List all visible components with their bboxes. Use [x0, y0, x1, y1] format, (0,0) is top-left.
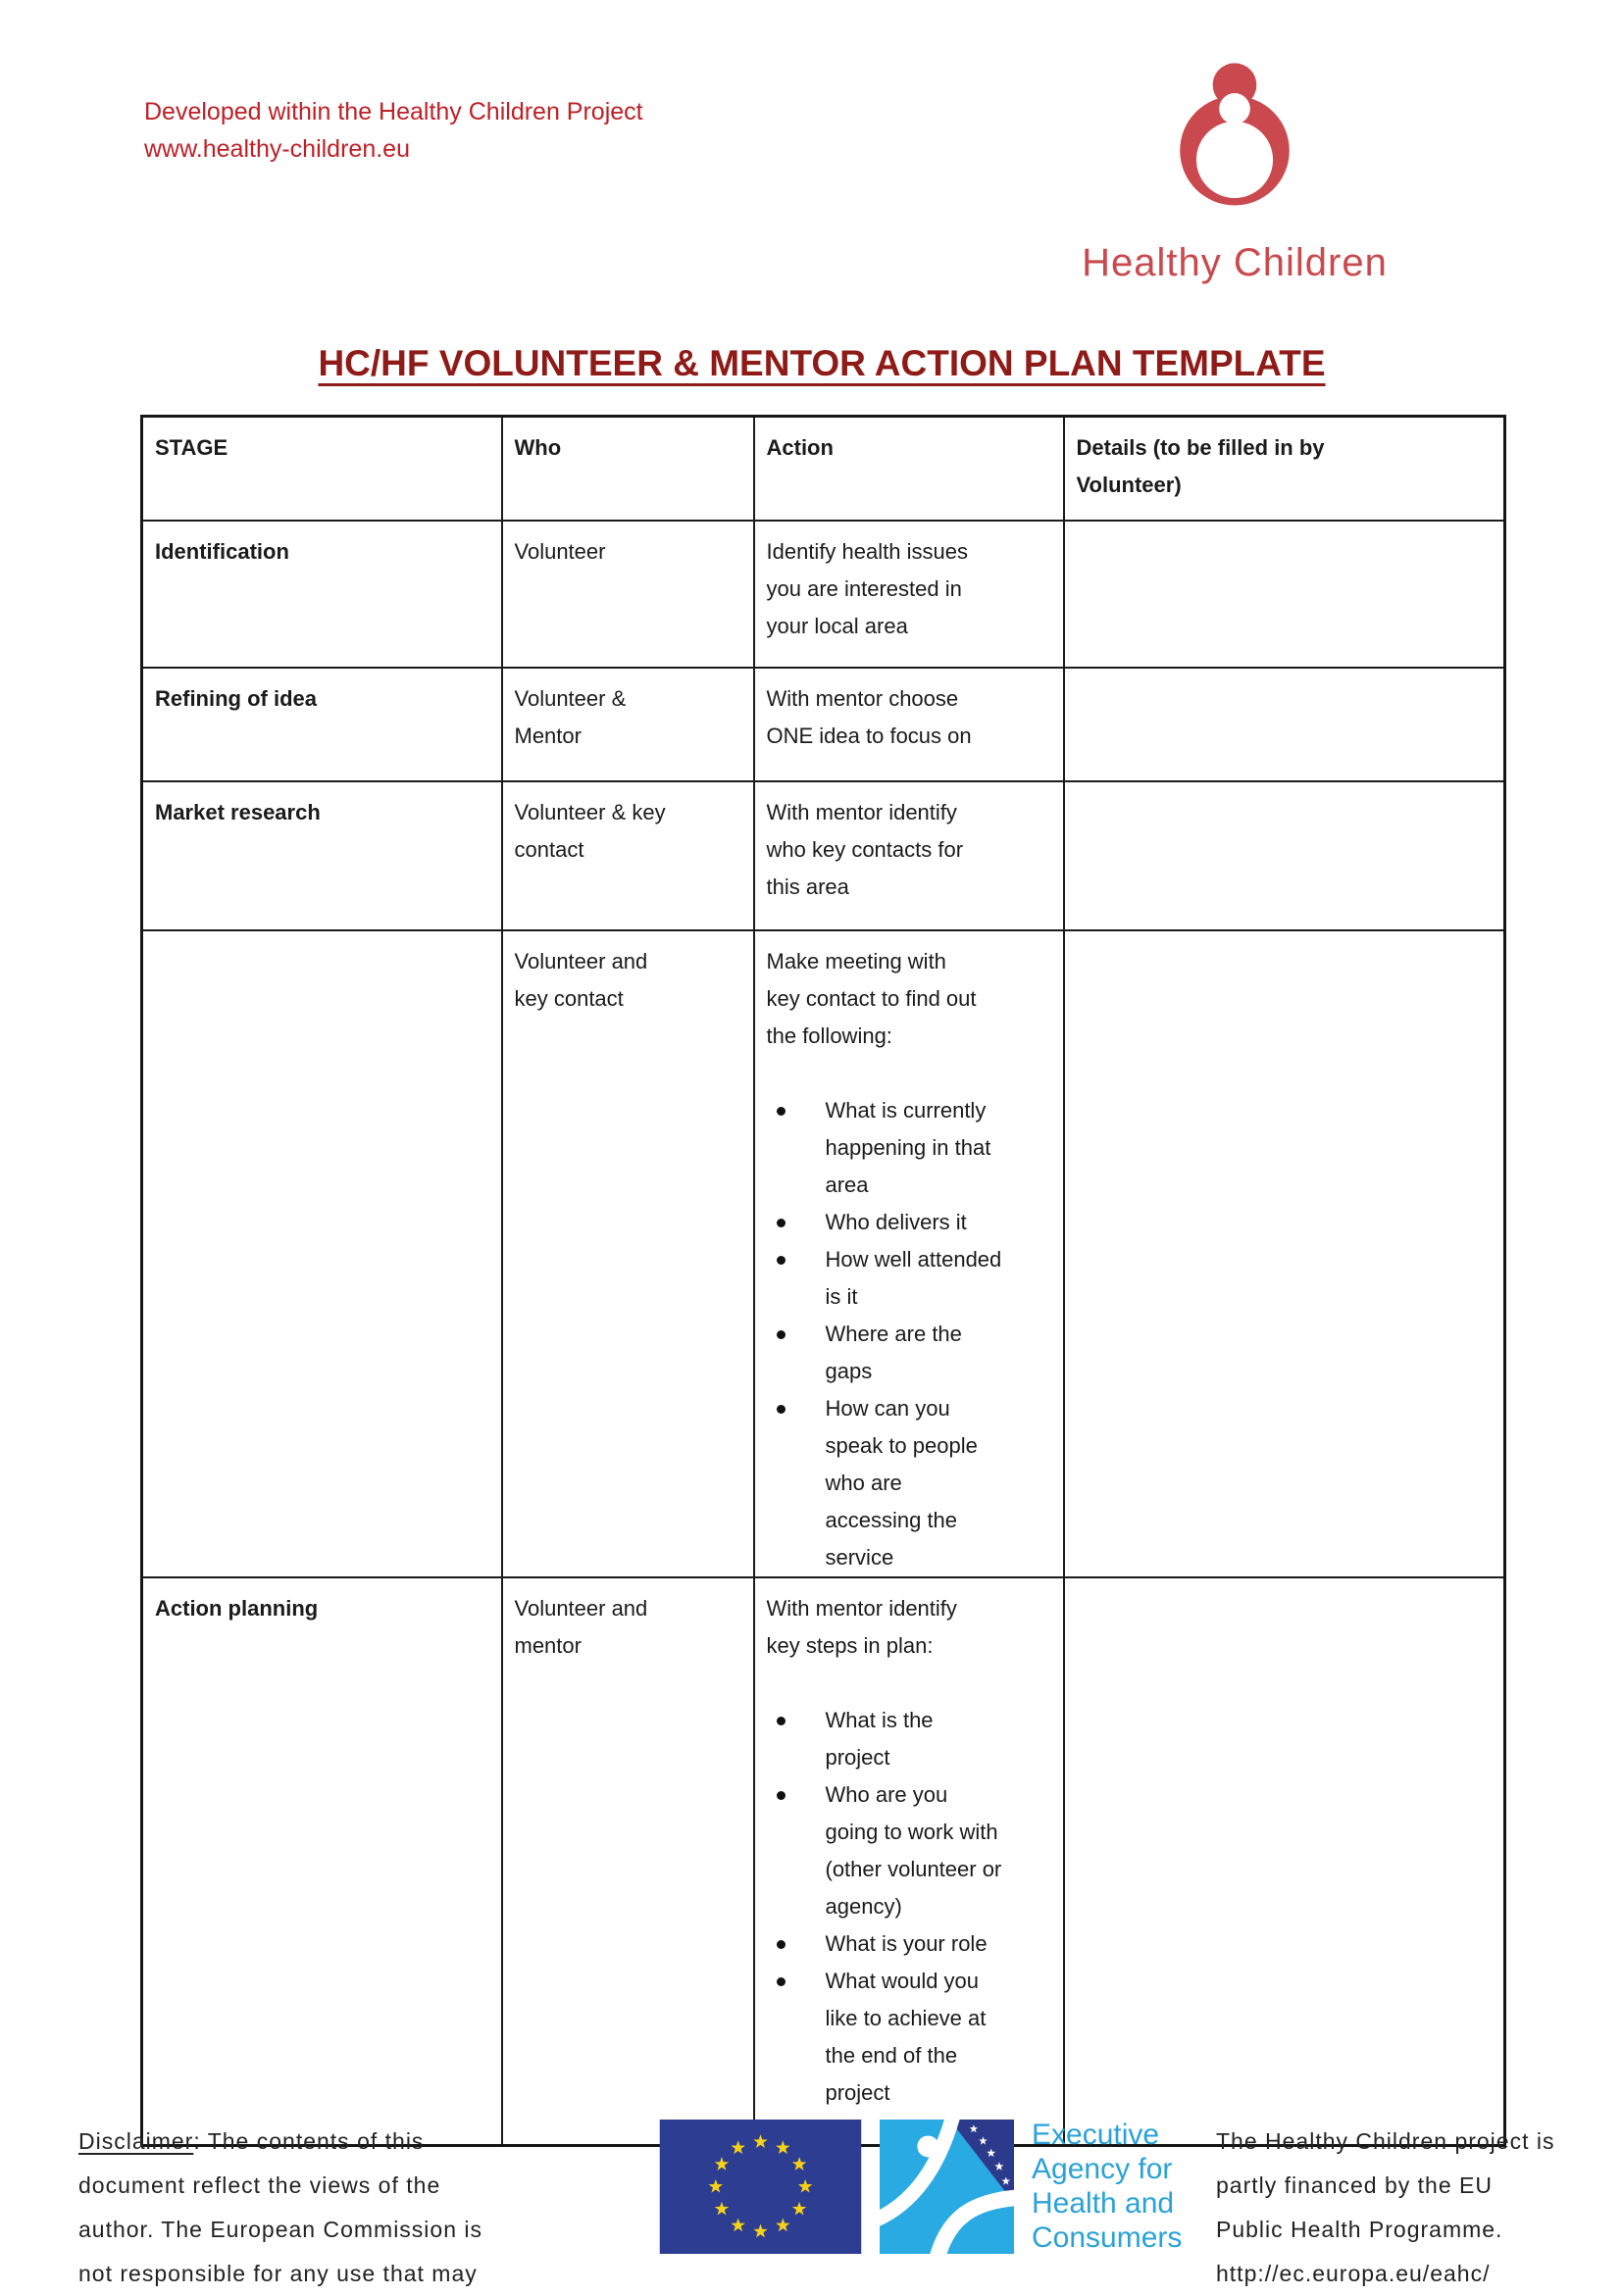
details-cell	[1064, 668, 1505, 781]
column-header-4	[1064, 417, 1505, 521]
action-bullet-item	[767, 1316, 1004, 1390]
eahc-logo-icon	[880, 2120, 1014, 2254]
tagline-line2: www.healthy-children.eu	[144, 135, 410, 163]
who-cell	[502, 521, 754, 668]
page-title	[140, 343, 1503, 384]
eahc-name-line: Consumers	[1032, 2221, 1183, 2254]
header-tagline	[144, 93, 643, 168]
who-text: Volunteer and mentor	[514, 1595, 648, 1658]
action-bullet-list	[767, 1702, 1053, 2112]
table-row	[142, 781, 1505, 930]
bullet-icon	[777, 1256, 786, 1265]
who-cell	[502, 1577, 754, 2146]
action-intro: With mentor identify key steps in plan:	[766, 1595, 957, 1658]
action-bullet-item	[767, 1092, 1004, 1204]
stage-cell	[142, 930, 502, 1577]
action-cell	[754, 1577, 1064, 2146]
details-cell	[1064, 930, 1505, 1577]
action-bullet-list	[767, 1092, 1053, 1576]
column-header-label: STAGE	[155, 435, 228, 460]
eahc-name-line: Executive	[1032, 2119, 1160, 2151]
who-text: Volunteer and key contact	[514, 948, 648, 1011]
bullet-icon	[777, 1405, 786, 1414]
details-cell	[1064, 1577, 1505, 2146]
stage-cell: Refining of idea	[142, 668, 502, 781]
bullet-icon	[777, 1107, 786, 1116]
disclaimer-line1-rest: : The contents of this	[193, 2128, 425, 2154]
bullet-icon	[777, 1977, 786, 1986]
healthy-children-logo	[1064, 55, 1405, 285]
column-header-2	[502, 417, 754, 521]
disclaimer-label: Disclaimer	[78, 2128, 194, 2154]
eahc-name-line: Agency for	[1032, 2153, 1173, 2185]
action-bullet-item	[767, 1204, 1004, 1241]
action-cell	[754, 668, 1064, 781]
bullet-text: How can you speak to people who are accessing the service	[825, 1395, 978, 1570]
table-row	[142, 930, 1505, 1577]
funding-line: Public Health Programme.	[1216, 2217, 1503, 2242]
brand-name: Healthy Children	[1082, 241, 1388, 284]
bullet-text: Who are you going to work with (other volunteer or agency)	[825, 1781, 1002, 1919]
bullet-icon	[777, 1791, 786, 1800]
column-header-1	[142, 417, 502, 521]
tagline-line1: Developed within the Healthy Children Project	[144, 98, 643, 125]
who-cell	[502, 930, 754, 1577]
eu-flag-icon	[659, 2120, 862, 2254]
mother-child-icon	[1156, 55, 1313, 237]
action-plan-table	[140, 415, 1506, 2147]
funding-url: http://ec.europa.eu/eahc/	[1216, 2261, 1491, 2286]
table-header-row	[142, 417, 1505, 521]
funding-line: The Healthy Children project is	[1216, 2128, 1555, 2154]
action-bullet-item	[767, 1963, 1004, 2112]
bullet-text: What would you like to achieve at the end of the project	[825, 1968, 987, 2105]
details-cell	[1064, 781, 1505, 930]
action-cell	[754, 930, 1064, 1577]
action-intro: With mentor choose ONE idea to focus on	[766, 685, 972, 748]
who-text: Volunteer & Mentor	[514, 685, 627, 748]
table-row	[142, 668, 1505, 781]
column-header-label: Who	[514, 435, 562, 460]
bullet-text: Who delivers it	[825, 1209, 967, 1234]
table-row	[142, 521, 1505, 668]
column-header-3	[754, 417, 1064, 521]
funding-text	[1216, 2120, 1554, 2296]
bullet-text: What is the project	[825, 1707, 934, 1770]
disclaimer-line: document reflect the views of the	[78, 2172, 441, 2198]
action-intro: Make meeting with key contact to find out the following:	[766, 948, 977, 1048]
bullet-text: What is your role	[825, 1930, 988, 1956]
bullet-icon	[777, 1330, 786, 1339]
action-bullet-item	[767, 1390, 1004, 1576]
eahc-name-line: Health and	[1032, 2187, 1175, 2220]
table-row	[142, 1577, 1505, 2146]
action-intro: With mentor identify who key contacts for this area	[766, 799, 964, 899]
who-text: Volunteer & key contact	[514, 799, 666, 862]
bullet-icon	[777, 1940, 786, 1949]
who-cell	[502, 781, 754, 930]
disclaimer-line	[78, 2120, 482, 2164]
column-header-label: Details (to be filled in by Volunteer)	[1076, 435, 1325, 497]
action-cell	[754, 781, 1064, 930]
action-cell	[754, 521, 1064, 668]
action-bullet-item	[767, 1241, 1004, 1316]
action-bullet-item	[767, 1925, 1004, 1963]
bullet-text: How well attended is it	[825, 1246, 1002, 1309]
action-bullet-item	[767, 1776, 1004, 1925]
bullet-icon	[777, 1717, 786, 1725]
eahc-agency-name	[1032, 2118, 1182, 2255]
stage-cell: Action planning	[142, 1577, 502, 2146]
who-cell	[502, 668, 754, 781]
disclaimer-line: not responsible for any use that may	[78, 2261, 478, 2286]
who-text: Volunteer	[514, 538, 606, 564]
stage-cell: Identification	[142, 521, 502, 668]
stage-cell: Market research	[142, 781, 502, 930]
bullet-text: What is currently happening in that area	[825, 1097, 991, 1197]
bullet-icon	[777, 1219, 786, 1227]
action-intro: Identify health issues you are interested in your local area	[766, 538, 968, 638]
disclaimer-text	[78, 2120, 482, 2296]
action-bullet-item	[767, 1702, 1004, 1776]
column-header-label: Action	[766, 435, 834, 460]
disclaimer-line: author. The European Commission is	[78, 2217, 482, 2242]
page-title-text: HC/HF VOLUNTEER & MENTOR ACTION PLAN TEMPLATE	[318, 343, 1326, 383]
funding-line: partly financed by the EU	[1216, 2172, 1493, 2198]
details-cell	[1064, 521, 1505, 668]
bullet-text: Where are the gaps	[825, 1321, 962, 1383]
